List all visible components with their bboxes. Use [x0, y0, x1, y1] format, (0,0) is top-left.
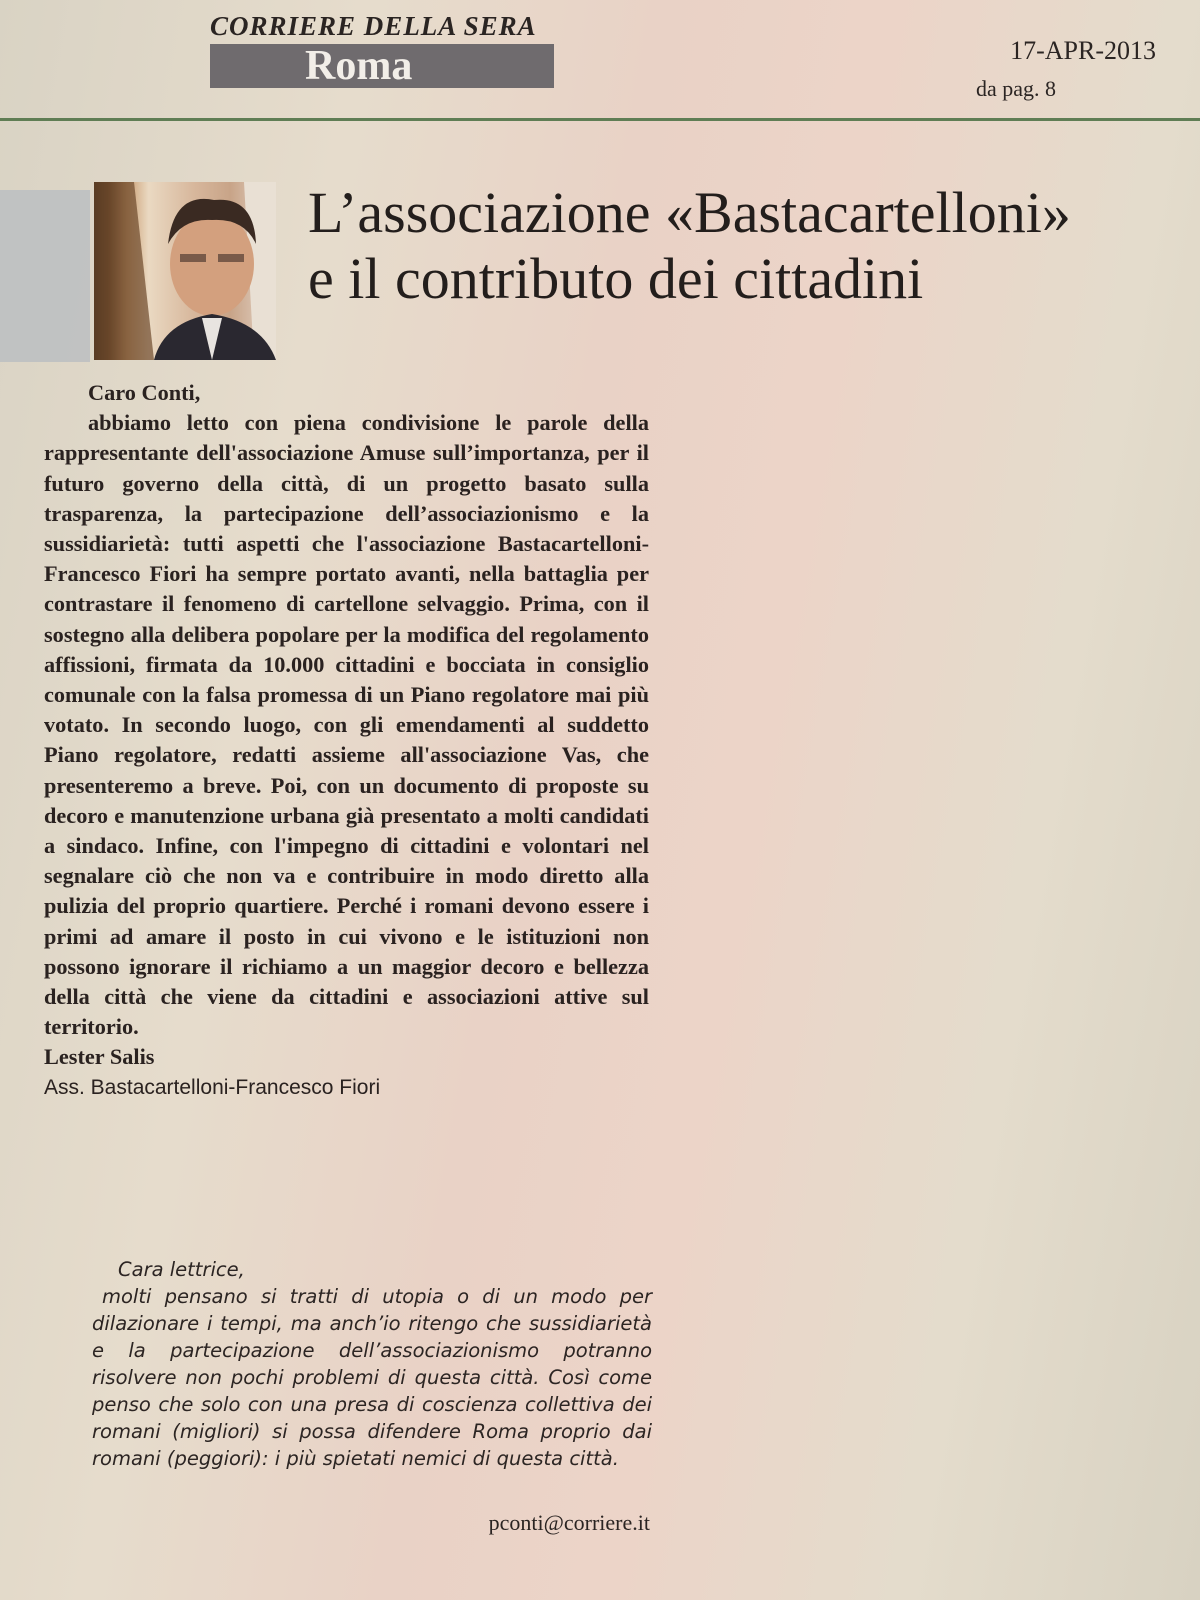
- editor-reply: [92, 1256, 652, 1472]
- headline-line-2: e il contributo dei cittadini: [308, 246, 924, 311]
- headline: [308, 180, 1188, 312]
- author-photo: [94, 182, 276, 360]
- reply-body: molti pensano si tratti di utopia o di un modo per dilazionare i tempi, ma anch’io ritengo che sussidiarietà e la partecipazione dell’associazionismo potranno risolvere non pochi problemi di questa città. Così come penso che solo con una presa di coscienza collettiva dei romani (migliori) si possa difendere Roma proprio dai romani (peggiori): i più spietati nemici di questa città.: [92, 1285, 652, 1470]
- margin-strip: [0, 190, 90, 362]
- editor-email[interactable]: pconti@corriere.it: [488, 1510, 650, 1535]
- letter-body: abbiamo letto con piena condivisione le parole della rappresentante dell'associazione Amuse sull’importanza, per il futuro governo della città, di un progetto basato sulla trasparenza, la partecipazione dell’associazionismo e la sussidiarietà: tutti aspetti che l'associazione Bastacartelloni-Francesco Fiori ha sempre portato avanti, nella battaglia per contrastare il fenomeno di cartellone selvaggio. Prima, con il sostegno alla delibera popolare per la modifica del regolamento affissioni, firmata da 10.000 cittadini e bocciata in consiglio comunale con la falsa promessa di un Piano regolatore mai più votato. In secondo luogo, con gli emendamenti al suddetto Piano regolatore, redatti assieme all'associazione Vas, che presenteremo a breve. Poi, con un documento di proposte su decoro e manutenzione urbana già presentato a molti candidati a sindaco. Infine, con l'impegno di cittadini e volontari nel segnalare ciò che non va e contribuire in modo diretto alla pulizia del proprio quartiere. Perché i romani devono essere i primi ad amare il posto in cui vivono e le istituzioni non possono ignorare il richiamo a un maggior decoro e bellezza della città che viene da cittadini e associazioni attive sul territorio.: [44, 410, 649, 1040]
- publication-date: 17-APR-2013: [1010, 36, 1156, 65]
- edition-banner: Roma: [210, 44, 554, 88]
- letter-signature: Lester Salis: [44, 1044, 155, 1070]
- headline-line-1: L’associazione «Bastacartelloni»: [308, 180, 1071, 245]
- header-divider: [0, 118, 1200, 121]
- reply-greeting: Cara lettrice,: [118, 1258, 245, 1281]
- page-reference: da pag. 8: [976, 76, 1057, 101]
- reader-letter: [44, 378, 649, 1103]
- newspaper-name: CORRIERE DELLA SERA: [210, 11, 537, 41]
- portrait-image: [94, 182, 276, 360]
- letter-organization: Ass. Bastacartelloni-Francesco Fiori: [44, 1075, 381, 1099]
- letter-greeting: Caro Conti,: [88, 380, 201, 405]
- masthead: [210, 10, 554, 88]
